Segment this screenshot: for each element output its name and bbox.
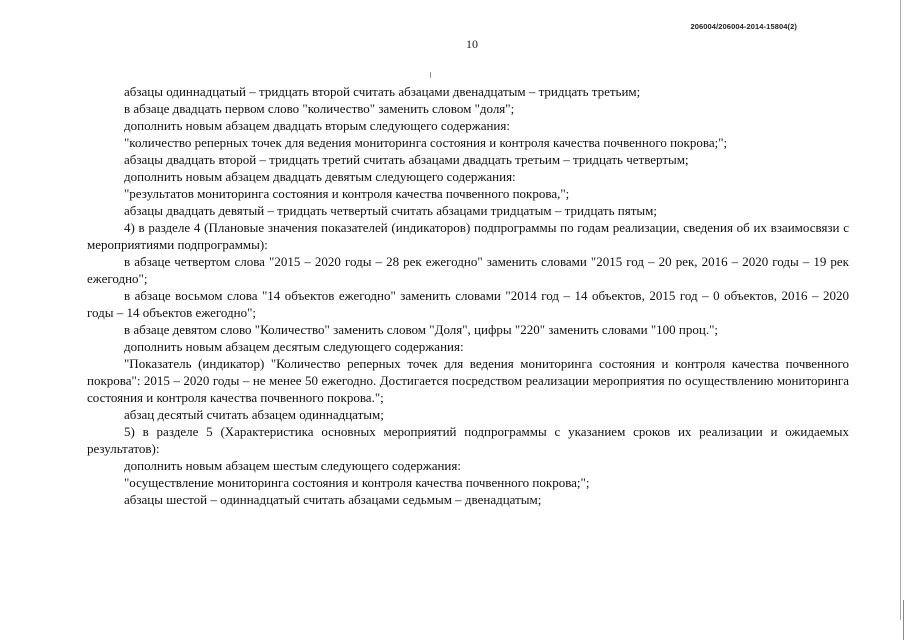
paragraph: дополнить новым абзацем двадцать девятым следующего содержания: — [124, 169, 516, 184]
paragraph: дополнить новым абзацем десятым следующего содержания: — [124, 339, 464, 354]
paragraph: абзацы двадцать второй – тридцать третий считать абзацами двадцать третьим – тридцать четвертым; — [124, 152, 689, 167]
paragraph: дополнить новым абзацем шестым следующего содержания: — [124, 458, 461, 473]
page-edge-line-lower — [903, 600, 904, 640]
paragraph: в абзаце двадцать первом слово "количество" заменить словом "доля"; — [124, 101, 515, 116]
page-edge-line — [900, 0, 901, 620]
paragraph: "количество реперных точек для ведения мониторинга состояния и контроля качества почвенного покрова;"; — [124, 135, 728, 150]
scan-speck — [430, 72, 431, 78]
paragraph: 4) в разделе 4 (Плановые значения показателей (индикаторов) подпрограммы по годам реализации, сведения об их взаимосвязи с мероприятиями подпрограммы): — [87, 220, 849, 252]
paragraph: в абзаце восьмом слова "14 объектов ежегодно" заменить словами "2014 год – 14 объектов, 2015 год – 0 объектов, 2016 – 2020 годы – 14 объектов ежегодно"; — [87, 288, 849, 320]
paragraph: абзацы двадцать девятый – тридцать четвертый считать абзацами тридцатым – тридцать пятым; — [124, 203, 657, 218]
paragraph: дополнить новым абзацем двадцать вторым следующего содержания: — [124, 118, 510, 133]
paragraph: "результатов мониторинга состояния и контроля качества почвенного покрова,"; — [124, 186, 570, 201]
page-number: 10 — [466, 37, 478, 51]
paragraph: абзацы шестой – одиннадцатый считать абзацами седьмым – двенадцатым; — [124, 492, 542, 507]
paragraph: абзац десятый считать абзацем одиннадцатым; — [124, 407, 384, 422]
paragraph: абзацы одиннадцатый – тридцать второй считать абзацами двенадцатым – тридцать третьим; — [124, 84, 641, 99]
paragraph: "Показатель (индикатор) "Количество реперных точек для ведения мониторинга состояния и контроля качества почвенного покрова": 2015 – 2020 годы – не менее 50 ежегодно. Достигается посредством реализации мероприятия по осуществлению мониторинга состояния и контроля качества почвенного покрова."; — [87, 356, 849, 405]
paragraph: в абзаце девятом слово "Количество" заменить словом "Доля", цифры "220" заменить словами "100 проц."; — [124, 322, 718, 337]
paragraph: 5) в разделе 5 (Характеристика основных мероприятий подпрограммы с указанием сроков их реализации и ожидаемых результатов): — [87, 424, 849, 456]
paragraph: в абзаце четвертом слова "2015 – 2020 годы – 28 рек ежегодно" заменить словами "2015 год – 20 рек, 2016 – 2020 годы – 19 рек ежегодно"; — [87, 254, 849, 286]
paragraph: "осуществление мониторинга состояния и контроля качества почвенного покрова;"; — [124, 475, 590, 490]
document-body — [87, 83, 849, 508]
document-id: 206004/206004-2014-15804(2) — [690, 22, 797, 31]
